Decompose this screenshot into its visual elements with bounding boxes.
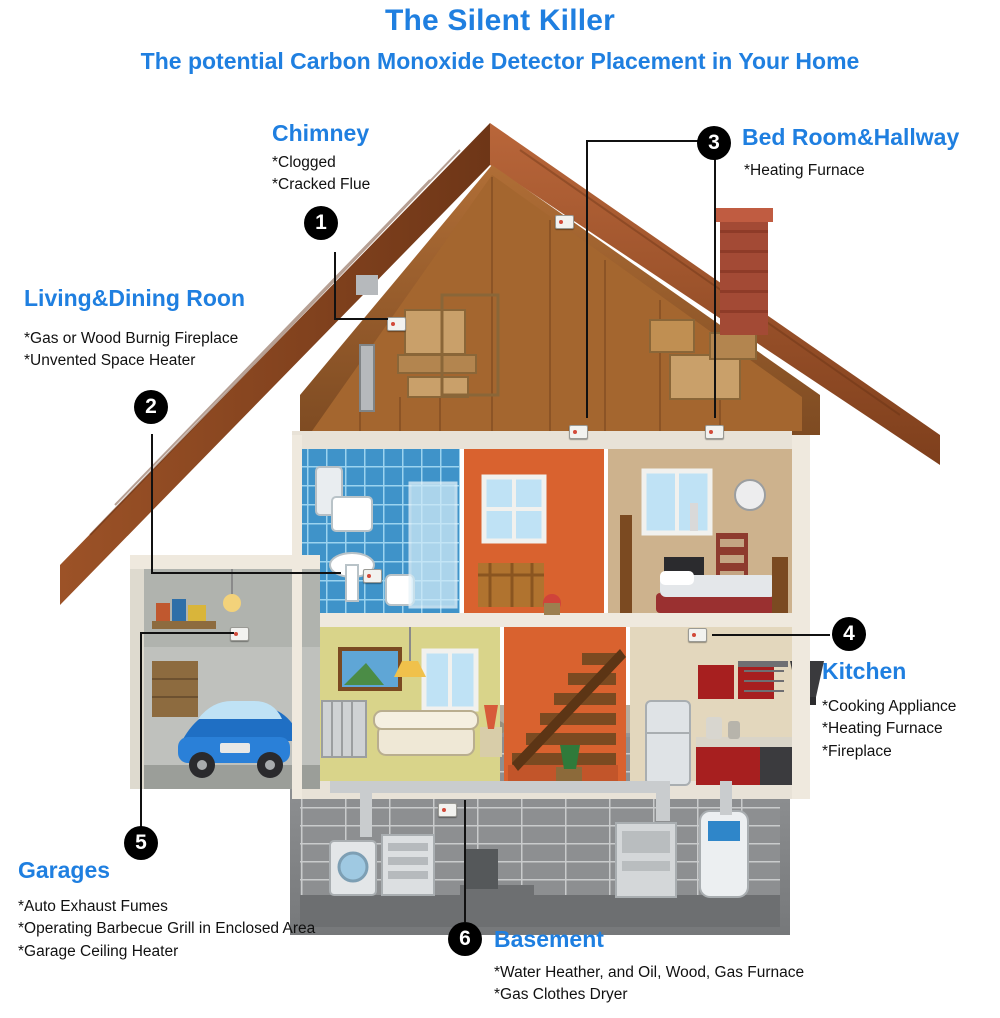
co-detector-icon [705,425,724,439]
leader-line-1b [334,318,388,320]
leader-line-3b [714,140,716,418]
badge-6: 6 [448,922,482,956]
leader-line-5b [140,632,234,634]
co-detector-icon [438,803,457,817]
leader-line-4 [712,634,830,636]
co-detector-icon [688,628,707,642]
callout-item: *Unvented Space Heater [24,352,196,370]
callout-item: *Cooking Appliance [822,698,957,715]
callout-item: *Garage Ceiling Heater [18,942,179,960]
callout-list-kitchen [822,696,956,763]
co-detector-icon [387,317,406,331]
callout-list-garages [18,896,315,963]
house-svg [60,105,940,935]
callout-list-bedroom-hallway [744,160,865,182]
callout-item: *Auto Exhaust Fumes [18,898,168,915]
callout-item: *Water Heather, and Oil, Wood, Gas Furnace [494,964,805,981]
callout-item: *Fireplace [822,742,892,760]
callout-list-living-dining [24,328,238,373]
callout-heading-basement: Basement [494,926,604,952]
page-title: The Silent Killer [384,4,616,37]
callout-heading-chimney: Chimney [272,120,370,146]
badge-3: 3 [697,126,731,160]
co-detector-icon [569,425,588,439]
callout-heading-kitchen: Kitchen [822,658,907,684]
leader-line-2 [151,434,153,574]
leader-line-3a [586,140,588,418]
callout-item: *Operating Barbecue Grill in Enclosed Area [18,920,316,938]
leader-line-2b [151,572,341,574]
badge-1: 1 [304,206,338,240]
callout-list-basement [494,962,804,1007]
badge-4: 4 [832,617,866,651]
co-detector-icon [363,569,382,583]
badge-2: 2 [134,390,168,424]
callout-item: *Heating Furnace [744,162,865,179]
callout-item: *Gas or Wood Burnig Fireplace [24,330,239,347]
callout-item: *Gas Clothes Dryer [494,986,628,1004]
badge-5: 5 [124,826,158,860]
callout-list-chimney [272,152,370,197]
house-illustration [60,105,940,935]
callout-heading-garages: Garages [18,857,111,883]
callout-item: *Clogged [272,154,336,171]
callout-heading-bedroom-hallway: Bed Room&Hallway [742,124,960,150]
callout-item: *Cracked Flue [272,176,371,194]
co-detector-icon [230,627,249,641]
leader-line-6 [464,800,466,922]
page-subtitle: The potential Carbon Monoxide Detector Placement in Your Home [140,48,860,74]
co-detector-icon [555,215,574,229]
callout-item: *Heating Furnace [822,720,943,738]
leader-line-1 [334,252,336,320]
callout-heading-living-dining: Living&Dining Roon [24,285,246,311]
leader-line-5 [140,632,142,834]
